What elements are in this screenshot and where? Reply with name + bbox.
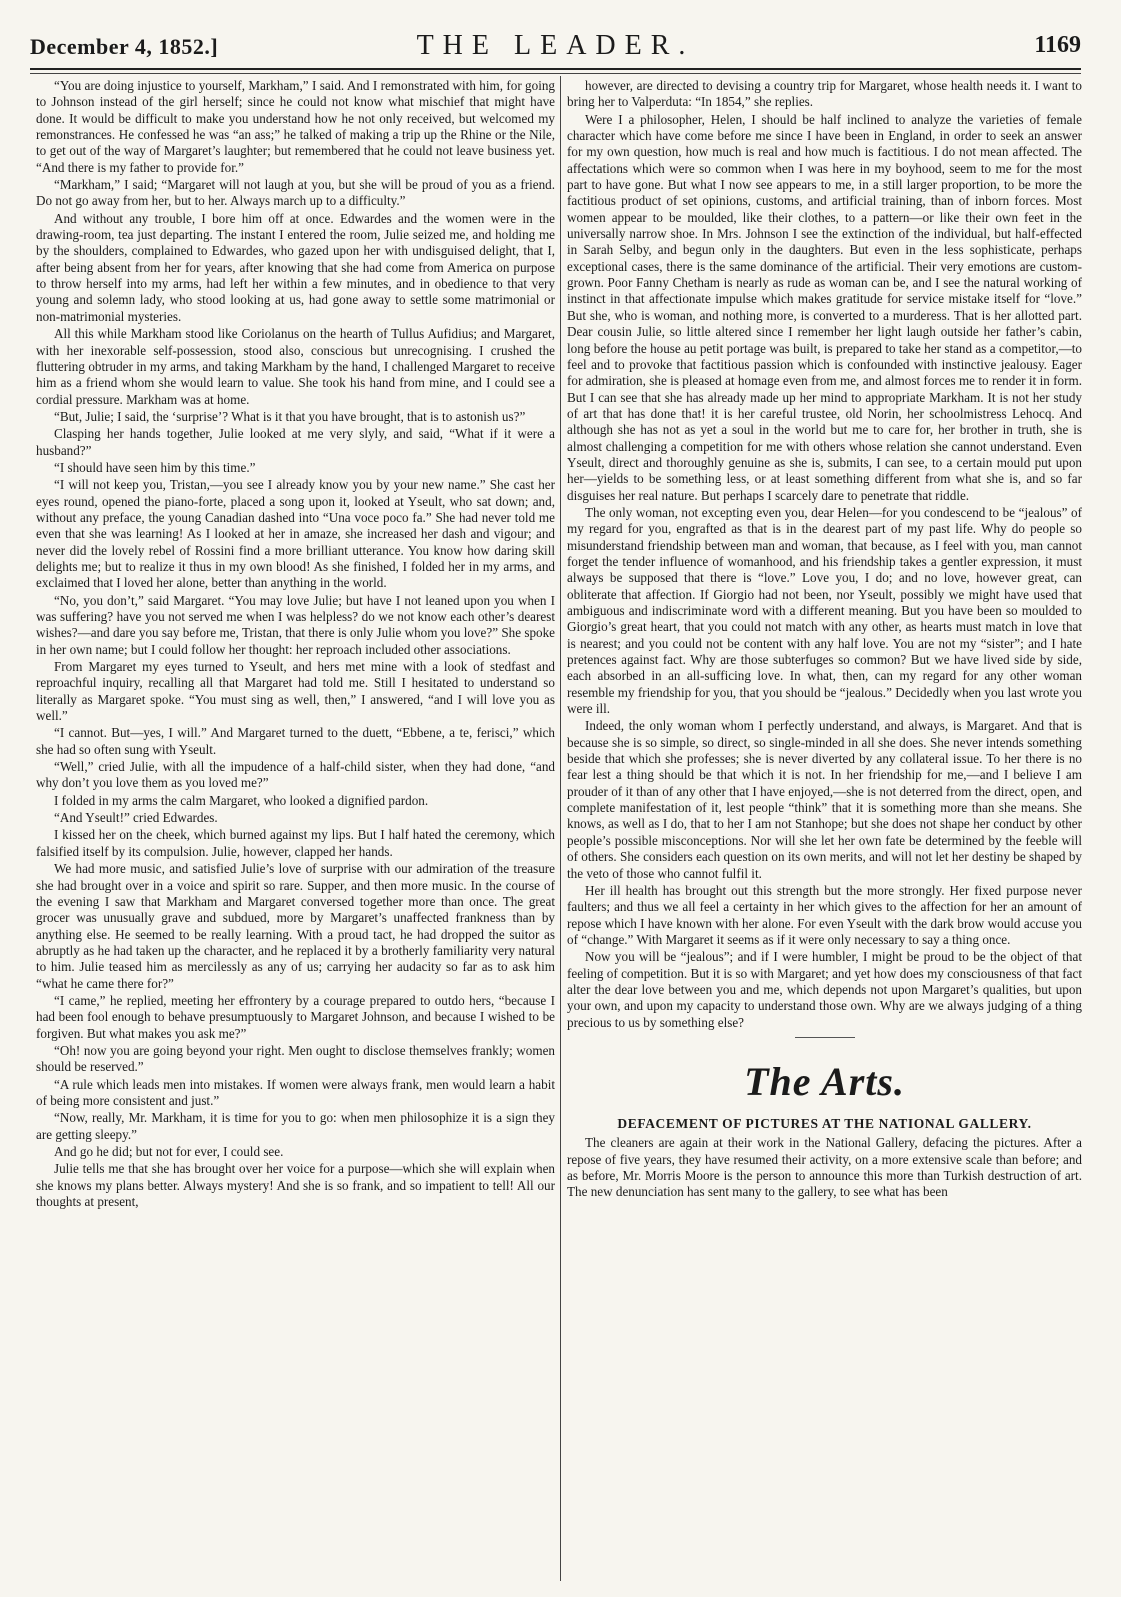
paragraph: And go he did; but not for ever, I could see. [54, 1144, 284, 1159]
paragraph: “I should have seen him by this time.” [54, 459, 256, 475]
column-divider [560, 76, 561, 1581]
paragraph: Indeed, the only woman whom I perfectly understand, and always, is Margaret. And that is because she is so simple, so direct, so single-minded in all she does. She never intends something beside that which she professes; she is never diverted by any collateral issue. To her there is no fear lest a thing should be that which it is not. In her friendship for me,—and I believe I am prouder of it than of any other that I have enjoyed,—she is not deterred from the direct, open, and complete manifestation of it, lest people “think” that it is something more than she means. She knows, as well as I do, that to her I am not Stanhope; but she does not shape her conduct by other people’s possible misconceptions. Nor will she let her own fate be determined by the feeble will of others. She considers each question on its own merits, and will not let her destiny be shaped by the veto of those who cannot fulfil it. [567, 718, 1082, 881]
paragraph: “No, you don’t,” said Margaret. “You may love Julie; but have I not leaned upon you when I was suffering? have you not served me when I was helpless? do we not know each other’s dearest wishes?—and dare you say before me, Tristan, that there is only Julie whom you love?” She spoke in her own name; but I could follow her thought: her reproach included other associations. [36, 592, 555, 657]
right-column [567, 78, 1082, 1583]
paragraph: Now you will be “jealous”; and if I were humbler, I might be proud to be the object of that feeling of competition. But it is so with Margaret; and yet how does my consciousness of that fact alter the dear love between you and me, which depends not upon Margaret’s qualities, but upon your own, and upon my capacity to understand those own. Why are we always judging of a thing precious to us by something else? [567, 949, 1082, 1030]
paragraph: The only woman, not excepting even you, dear Helen—for you condescend to be “jealous” of my regard for you, engrafted as that is in the dearest part of my past life. Why do people so misunderstand friendship between man and woman, that because, as I feel with you, man cannot forget the tender influence of womanhood, and his friendship takes a gentler expression, it must always be supposed that there is “love.” Love you, I do; and no love, however great, can obliterate that affection. If Giorgio had not been, nor Yseult, possibly we might have used that ambiguous and indiscriminate word with a different meaning. But you have been so moulded to Giorgio’s great heart, that you could not match with any other, as hearts must match in love that is nearest; and you could not be content with any half love. You are not my “sister”; and I hate pretences against fact. Why are those subterfuges so common? But we have lived side by side, each absorbed in an all-sufficing love. In what, then, can my regard for any other woman resemble my friendship for you, that you should be “jealous.” Decidedly when you last wrote you were ill. [567, 504, 1082, 717]
paragraph: “Now, really, Mr. Markham, it is time for you to go: when men philosophize it is a sign they are getting sleepy.” [36, 1110, 555, 1142]
paragraph: Were I a philosopher, Helen, I should be half inclined to analyze the varieties of female character which have come before me since I have been in England, in order to seek an answer for my own question, how much is real and how much is factitious. I do not mean affected. The affectations which were so common when I was here in my boyhood, seem to me for the most part to have gone. But what I now see appears to me, in a still larger proportion, to be more the factitious product of set opinions, customs, and artificial training, than of inborn forces. Most women appear to be moulded, like their clothes, to a pattern—or like their own feet in the universally narrow shoe. In Mrs. Johnson I see the extinction of the individual, but half-effected in Sarah Selby, and begun only in the daughters. But even in the less sophisticate, perhaps exceptional cases, there is the same dominance of the artificial. Their very emotions are custom-grown. Poor Fanny Chetham is nearly as rude as woman can be, and I see the natural working of instinct in that affectionate impulse which makes gratitude for service mistake itself for “love.” But she, who is woman, and nothing more, is converted to a murderess. That is her allotted part. Dear cousin Julie, so little altered since I remember her light laugh outside her father’s cabin, long before the house au petit portage was built, is prepared to take her stand as a competitor,—to feel and to provoke that factitious passion which is confounded with instinctive jealousy. Eager for admiration, she is pleased at homage even from me, and almost forces me to render it in form. But I can see that she has already made up her mind to appropriate Markham. It is not her study of art that has done that! it is her careful trustee, old Norin, her schoolmistress Lehocq. And although she has not as yet a soul in the world but me to care for, her brother in truth, she is almost challenging a competition for me with others whose relation she cannot understand. Even Yseult, direct and thoroughly genuine as she is, submits, I can see, to a certain mould put upon her—yields to be something less, or at least something different from what she is, and so far disguises her real nature. But perhaps I scarcely dare to penetrate that riddle. [567, 111, 1082, 503]
paragraph: “Oh! now you are going beyond your right. Men ought to disclose themselves frankly; women should be reserved.” [36, 1042, 555, 1075]
paragraph: I kissed her on the cheek, which burned against my lips. But I half hated the ceremony, which falsified itself by its compulsion. Julie, however, clapped her hands. [36, 827, 555, 859]
paragraph: however, are directed to devising a country trip for Margaret, whose health needs it. I want to bring her to Valperduta: “In 1854,” she replies. [567, 78, 1082, 110]
article-heading: DEFACEMENT OF PICTURES AT THE NATIONAL GALLERY. [617, 1115, 1032, 1131]
paragraph: Clasping her hands together, Julie looked at me very slyly, and said, “What if it were a husband?” [36, 426, 555, 458]
newspaper-title: THE LEADER. [416, 30, 695, 61]
section-separator [795, 1037, 855, 1038]
paragraph: “I cannot. But—yes, I will.” And Margaret turned to the duett, “Ebbene, a te, ferisci,” which she had so often sung with Yseult. [36, 725, 555, 757]
issue-date: December 4, 1852.] [30, 34, 219, 59]
paragraph: “I will not keep you, Tristan,—you see I already know you by your new name.” She cast her eyes round, opened the piano-forte, placed a song upon it, looked at Yseult, who sat down; and, without any preface, the young Canadian dashed into “Una voce poco fa.” She had never told me even that she was learning! As I looked at her in amaze, she increased her dash and vigour; and never did the lovely rebel of Rossini find a more brilliant utterance. You know how daring skill delights me; but to realize it thus in my own blood! As she finished, I folded her in my arms, and exclaimed that I loved her alone, better than anything in the world. [36, 477, 555, 591]
masthead-rule [30, 73, 1081, 74]
left-column [36, 78, 555, 1583]
paragraph: “You are doing injustice to yourself, Markham,” I said. And I remonstrated with him, for going to Johnson instead of the girl herself; since he could not know what mischief that might have done. It would be difficult to make you understand how he not only received, but welcomed my remonstrances. He confessed he was “an ass;” he talked of making a trip up the Rhine or the Nile, to get out of the way of Margaret’s laughter; but remembered that he could not leave business yet. “And there is my father to provide for.” [36, 78, 555, 175]
paragraph: “Markham,” I said; “Margaret will not laugh at you, but she will be proud of you as a friend. Do not go away from her, but to her. Always march up to a difficulty.” [36, 177, 555, 209]
paragraph: The cleaners are again at their work in the National Gallery, defacing the pictures. After a repose of five years, they have resumed their activity, on a more extensive scale than before; and as before, Mr. Morris Moore is the person to announce this more than Turkish destruction of art. The new denunciation has sent many to the gallery, to see what has been [567, 1135, 1082, 1200]
page-number: 1169 [1034, 32, 1081, 58]
masthead [30, 28, 1081, 70]
paragraph: “Well,” cried Julie, with all the impudence of a half-child sister, when they had done, “and why don’t you love them as you loved me?” [36, 759, 555, 791]
paragraph: “A rule which leads men into mistakes. If women were always frank, men would learn a habit of being more consistent and just.” [36, 1076, 555, 1108]
paragraph: “But, Julie; I said, the ‘surprise’? What is it that you have brought, that is to astonish us?” [54, 408, 526, 424]
paragraph: “I came,” he replied, meeting her effrontery by a courage prepared to outdo hers, “because I had been fool enough to behave presumptuously to Margaret Johnson, and because I wished to be forgiven. But what makes you ask me?” [36, 992, 555, 1041]
paragraph: Julie tells me that she has brought over her voice for a purpose—which she will explain when she knows my plans better. Always mystery! And she is so frank, and so impatient to tell! All our thoughts at present, [36, 1161, 555, 1210]
paragraph: “And Yseult!” cried Edwardes. [54, 810, 218, 826]
paragraph: Her ill health has brought out this strength but the more strongly. Her fixed purpose never faulters; and thus we all feel a certainty in her which gives to the affection for her an amount of repose which I have known with her alone. For even Yseult with the dark brow would accuse you of “change.” With Margaret it seems as if it were only necessary to say a thing once. [567, 882, 1082, 947]
paragraph: All this while Markham stood like Coriolanus on the hearth of Tullus Aufidius; and Margaret, with her inexorable self-possession, stood also, conscious but unrecognising. I crushed the fluttering obtruder in my arms, and taking Markham by the hand, I challenged Margaret to receive him as a friend whom she would learn to value. She took his hand from mine, and I could see a cordial pressure. Markham was at home. [36, 326, 555, 407]
section-title-arts: The Arts. [744, 1058, 905, 1104]
paragraph: And without any trouble, I bore him off at once. Edwardes and the women were in the drawing-room, tea just departing. The instant I entered the room, Julie seized me, and holding me by the shoulders, complained to Edwardes, who gazed upon her with undisguised delight, that I, after being absent from her for years, after knowing that she had come from America on purpose to throw herself into my arms, had left her within a few minutes, and in obedience to that very young and solemn lady, who stood looking at us, had gone away to settle some matrimonial or non-matrimonial mysteries. [36, 210, 555, 324]
paragraph: I folded in my arms the calm Margaret, who looked a dignified pardon. [54, 792, 429, 808]
paragraph: From Margaret my eyes turned to Yseult, and hers met mine with a look of stedfast and reproachful inquiry, recalling all that Margaret had told me. Still I hesitated to understand so literally as Margaret spoke. “You must sing as well, then,” I answered, “and I will love you as well.” [36, 659, 555, 724]
paragraph: We had more music, and satisfied Julie’s love of surprise with our admiration of the treasure she had brought over in a voice and spirit so rare. Supper, and then more music. In the course of the evening I saw that Markham and Margaret conversed together more than once. The great grocer was unusually grave and subdued, more by Margaret’s unaffected frankness than by anything else. He seemed to be really learning. With a proud tact, he had dropped the suitor as abruptly as he had taken up the character, and he replaced it by a brotherly familiarity very natural to him. Julie teased him as mercilessly as any of us; carrying her audacity so far as to ask him “what he came there for?” [36, 861, 555, 991]
